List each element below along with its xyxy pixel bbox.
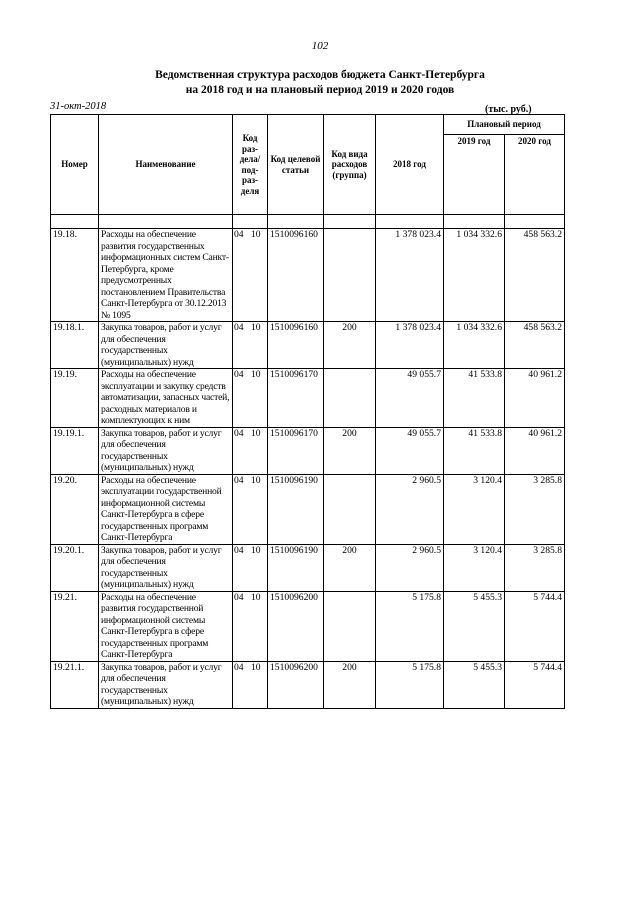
row-razdel — [233, 474, 268, 544]
row-razdel — [233, 229, 268, 322]
table-row — [51, 322, 565, 369]
razdel-code: 04 — [234, 661, 244, 673]
podrazdel-code: 10 — [251, 427, 261, 439]
razdel-code: 04 — [234, 591, 244, 603]
row-value-2019: 5 455.3 — [444, 591, 505, 661]
podrazdel-code: 10 — [251, 544, 261, 556]
header-planned: Плановый период — [444, 115, 565, 135]
row-kind-code — [324, 474, 376, 544]
header-razdel: Код раз-дела/ под-раз-деля — [233, 115, 268, 215]
row-kind-code — [324, 229, 376, 322]
podrazdel-code: 10 — [251, 591, 261, 603]
razdel-code: 04 — [234, 474, 244, 486]
row-number: 19.19. — [51, 369, 99, 428]
table-row — [51, 229, 565, 322]
row-number: 19.18.1. — [51, 322, 99, 369]
podrazdel-code: 10 — [251, 229, 261, 240]
row-name: Расходы на обеспечение развития государственных информационных систем Санкт-Петербурга, кроме предусмотренных постановлением Правительства Санкт-Петербурга от 30.12.2013 № 1095 — [99, 229, 233, 322]
row-name: Закупка товаров, работ и услуг для обеспечения государственных (муниципальных) нужд — [99, 661, 233, 708]
row-name: Расходы на обеспечение развития государственной информационной системы Санкт-Петербурга в сфере государственных программ Санкт-Петербурга — [99, 591, 233, 661]
row-value-2018: 1 378 023.4 — [376, 322, 444, 369]
row-razdel — [233, 427, 268, 474]
podrazdel-code: 10 — [251, 369, 261, 380]
razdel-code: 04 — [234, 427, 244, 439]
header-kind: Код вида расходов (группа) — [324, 115, 376, 215]
row-kind-code: 200 — [324, 322, 376, 369]
row-value-2018: 49 055.7 — [376, 427, 444, 474]
header-2019: 2019 год — [444, 134, 505, 214]
row-kind-code — [324, 591, 376, 661]
row-value-2018: 49 055.7 — [376, 369, 444, 428]
row-target-code: 1510096170 — [268, 369, 324, 428]
row-target-code: 1510096190 — [268, 474, 324, 544]
table-row — [51, 369, 565, 428]
row-razdel — [233, 661, 268, 708]
title-line-1: Ведомственная структура расходов бюджета Санкт-Петербурга — [155, 69, 485, 81]
row-name: Закупка товаров, работ и услуг для обеспечения государственных (муниципальных) нужд — [99, 544, 233, 591]
row-kind-code — [324, 369, 376, 428]
row-number: 19.21. — [51, 591, 99, 661]
razdel-code: 04 — [234, 322, 244, 333]
row-name: Расходы на обеспечение эксплуатации государственной информационной системы Санкт-Петербурга в сфере государственных программ Санкт-Петербурга — [99, 474, 233, 544]
row-number: 19.18. — [51, 229, 99, 322]
table-row — [51, 591, 565, 661]
header-target: Код целевой статьи — [268, 115, 324, 215]
header-name: Наименование — [99, 115, 233, 215]
document-date: 31-окт-2018 — [50, 101, 107, 112]
row-number: 19.20.1. — [51, 544, 99, 591]
row-target-code: 1510096200 — [268, 661, 324, 708]
row-value-2020: 40 961.2 — [505, 369, 565, 428]
row-number: 19.19.1. — [51, 427, 99, 474]
table-row — [51, 427, 565, 474]
row-razdel — [233, 591, 268, 661]
row-value-2018: 5 175.8 — [376, 591, 444, 661]
row-number: 19.20. — [51, 474, 99, 544]
row-value-2018: 2 960.5 — [376, 474, 444, 544]
table-row — [51, 474, 565, 544]
row-razdel — [233, 544, 268, 591]
budget-table — [50, 114, 565, 709]
row-target-code: 1510096160 — [268, 229, 324, 322]
row-value-2019: 1 034 332.6 — [444, 322, 505, 369]
document-title — [0, 68, 640, 98]
razdel-code: 04 — [234, 544, 244, 556]
row-name: Расходы на обеспечение эксплуатации и закупку средств автоматизации, запасных частей, расходных материалов и комплектующих к ним — [99, 369, 233, 428]
row-value-2019: 3 120.4 — [444, 474, 505, 544]
row-value-2018: 1 378 023.4 — [376, 229, 444, 322]
row-value-2019: 1 034 332.6 — [444, 229, 505, 322]
row-value-2018: 5 175.8 — [376, 661, 444, 708]
header-2018: 2018 год — [376, 115, 444, 215]
podrazdel-code: 10 — [251, 474, 261, 486]
row-value-2020: 3 285.8 — [505, 544, 565, 591]
row-kind-code: 200 — [324, 661, 376, 708]
row-value-2018: 2 960.5 — [376, 544, 444, 591]
header-number: Номер — [51, 115, 99, 215]
razdel-code: 04 — [234, 369, 244, 380]
units-label: (тыс. руб.) — [485, 104, 532, 115]
title-line-2: на 2018 год и на плановый период 2019 и 2020 годов — [185, 84, 455, 96]
row-value-2019: 5 455.3 — [444, 661, 505, 708]
podrazdel-code: 10 — [251, 322, 261, 333]
row-value-2020: 40 961.2 — [505, 427, 565, 474]
row-target-code: 1510096190 — [268, 544, 324, 591]
row-value-2020: 5 744.4 — [505, 661, 565, 708]
row-value-2020: 458 563.2 — [505, 322, 565, 369]
row-target-code: 1510096170 — [268, 427, 324, 474]
row-value-2019: 41 533.8 — [444, 369, 505, 428]
header-2020: 2020 год — [505, 134, 565, 214]
page-number: 102 — [311, 40, 329, 52]
row-razdel — [233, 369, 268, 428]
row-kind-code: 200 — [324, 427, 376, 474]
table-row — [51, 544, 565, 591]
podrazdel-code: 10 — [251, 661, 261, 673]
row-value-2019: 41 533.8 — [444, 427, 505, 474]
row-name: Закупка товаров, работ и услуг для обеспечения государственных (муниципальных) нужд — [99, 322, 233, 369]
row-kind-code: 200 — [324, 544, 376, 591]
row-value-2020: 3 285.8 — [505, 474, 565, 544]
row-value-2020: 5 744.4 — [505, 591, 565, 661]
table-row — [51, 661, 565, 708]
row-target-code: 1510096160 — [268, 322, 324, 369]
table-body — [51, 229, 565, 709]
row-value-2020: 458 563.2 — [505, 229, 565, 322]
razdel-code: 04 — [234, 229, 244, 240]
row-number: 19.21.1. — [51, 661, 99, 708]
row-value-2019: 3 120.4 — [444, 544, 505, 591]
row-target-code: 1510096200 — [268, 591, 324, 661]
row-razdel — [233, 322, 268, 369]
row-name: Закупка товаров, работ и услуг для обеспечения государственных (муниципальных) нужд — [99, 427, 233, 474]
